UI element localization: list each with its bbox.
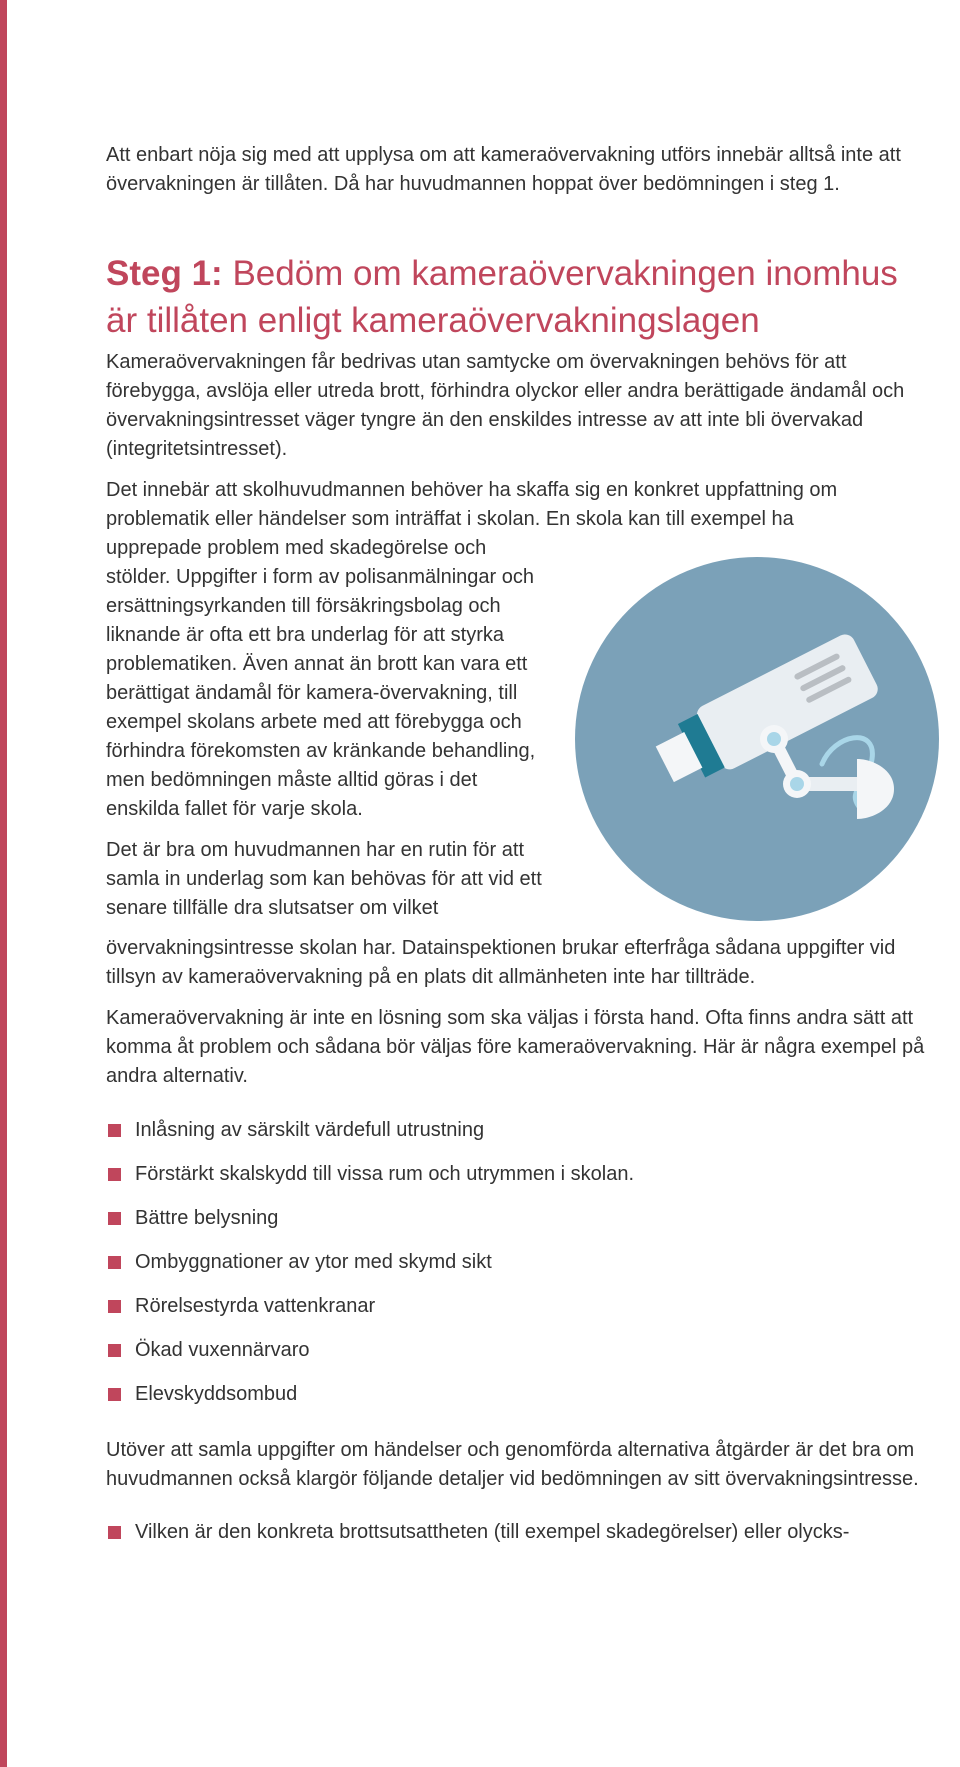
list-item: Bättre belysning xyxy=(106,1204,936,1232)
heading-text: Bedöm om kameraövervakningen inomhus är tillåten enligt kameraövervakningslagen xyxy=(106,254,898,340)
list-item: Vilken är den konkreta brottsutsattheten (till exempel skadegörelser) eller olycks- xyxy=(106,1518,936,1546)
list-item: Inlåsning av särskilt värdefull utrustning xyxy=(106,1116,936,1144)
section-heading xyxy=(106,250,936,344)
list-item: Rörelsestyrda vattenkranar xyxy=(106,1292,936,1320)
paragraph: Det är bra om huvudmannen har en rutin för att samla in underlag som kan behövas för att vid ett senare tillfälle dra slutsatser om vilket xyxy=(106,839,542,919)
list-item: Förstärkt skalskydd till vissa rum och utrymmen i skolan. xyxy=(106,1160,936,1188)
list-item: Ökad vuxennärvaro xyxy=(106,1336,936,1364)
list-item: Ombyggnationer av ytor med skymd sikt xyxy=(106,1248,936,1276)
alternatives-list xyxy=(106,1116,936,1408)
paragraph: upprepade problem med skadegörelse och stölder. Uppgifter i form av polisanmälningar och ersättningsyrkanden till försäkringsbolag och liknande är ofta ett bra underlag för att styrka problematiken. Även annat än brott kan vara ett berättigat ändamål för kamera-övervakning, till exempel skolans arbete med att förebygga och förhindra förekomsten av kränkande behandling, men bedömningen måste alltid göras i det enskilda fallet för varje skola. xyxy=(106,537,536,820)
security-camera-icon xyxy=(572,554,942,924)
details-list xyxy=(106,1518,936,1546)
intro-paragraph: Att enbart nöja sig med att upplysa om att kameraövervakning utförs innebär alltså inte att övervakningen är tillåten. Då har huvudmannen hoppat över bedömningen i steg 1. xyxy=(106,144,901,195)
step-label: Steg 1: xyxy=(106,254,223,293)
paragraph: Kameraövervakningen får bedrivas utan samtycke om övervakningen behövs för att förebygga, avslöja eller utreda brott, förhindra olyckor eller andra berättigade ändamål och övervakningsintresset väger tyngre än den enskildes intresse av att inte bli övervakad (integritetsintresset). xyxy=(106,351,905,460)
paragraph: Kameraövervakning är inte en lösning som ska väljas i första hand. Ofta finns andra sätt att komma åt problem och sådana bör väljas före kameraövervakning. Här är några exempel på andra alternativ. xyxy=(106,1007,925,1087)
paragraph: övervakningsintresse skolan har. Datainspektionen brukar efterfråga sådana uppgifter vid tillsyn av kameraövervakning på en plats dit allmänheten inte har tillträde. xyxy=(106,937,896,988)
paragraph: Det innebär att skolhuvudmannen behöver ha skaffa sig en konkret uppfattning om problematik eller händelser som inträffat i skolan. En skola kan till exempel ha xyxy=(106,479,838,530)
document-body xyxy=(106,141,936,1546)
paragraph: Utöver att samla uppgifter om händelser och genomförda alternativa åtgärder är det bra om huvudmannen också klargör följande detaljer vid bedömningen av sitt övervakningsintresse. xyxy=(106,1439,919,1490)
list-item: Elevskyddsombud xyxy=(106,1380,936,1408)
page-edge-bar xyxy=(0,0,7,1767)
